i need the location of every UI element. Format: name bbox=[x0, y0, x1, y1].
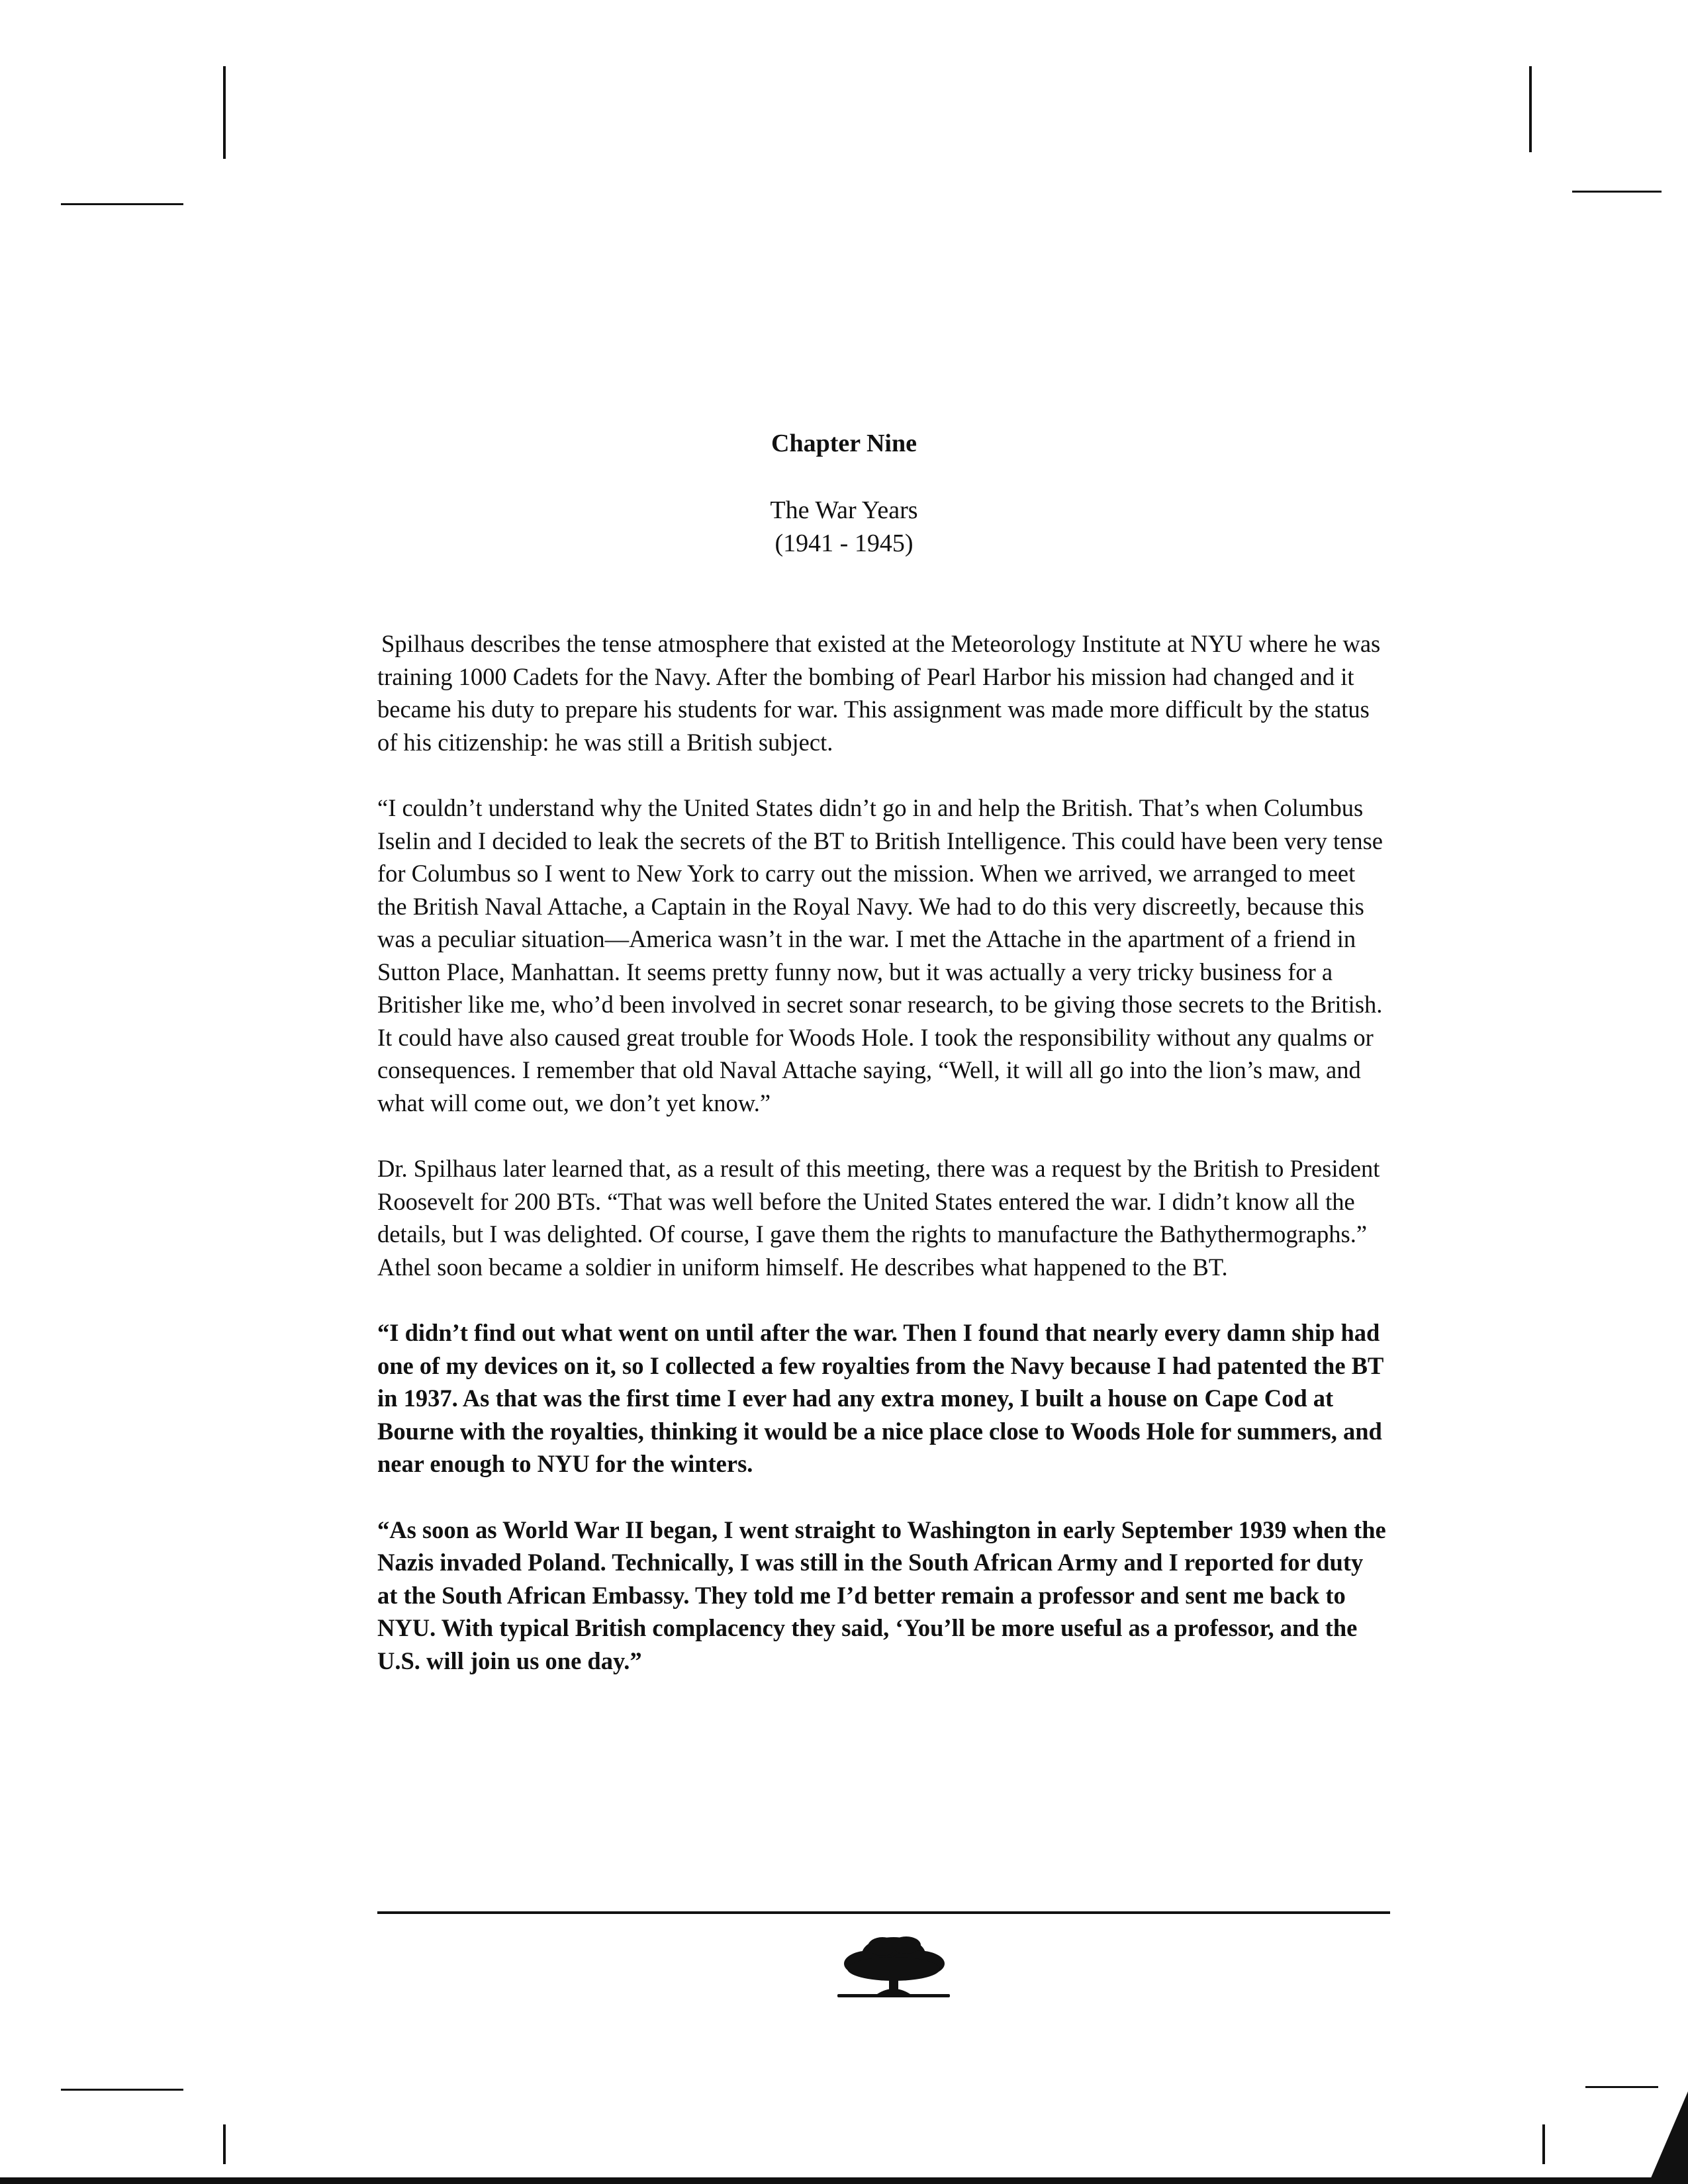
crop-mark-top-right-horizontal bbox=[1572, 191, 1662, 193]
crop-mark-bottom-right-vertical bbox=[1542, 2124, 1545, 2164]
tree-logo-icon bbox=[831, 1923, 957, 2009]
chapter-subtitle: The War Years bbox=[770, 496, 918, 524]
paragraph: “As soon as World War II began, I went straight to Washington in early September 1939 when the Nazis invaded Poland. Technically, I was still in the South African Army and I reported for duty at the South African Embassy. They told me I’d better remain a professor and sent me back to NYU. With typical British complacency they said, ‘You’ll be more useful as a professor, and the U.S. will join us one day.” bbox=[377, 1516, 1386, 1674]
paragraph: “I didn’t find out what went on until after the war. Then I found that nearly every damn ship had one of my devices on it, so I collected a few royalties from the Navy because I had patented the BT in 1937. As that was the first time I ever had any extra money, I built a house on Cape Cod at Bourne with the royalties, thinking it would be a nice place close to Woods Hole for summers, and near enough to NYU for the winters. bbox=[377, 1319, 1383, 1477]
crop-mark-top-left-horizontal bbox=[61, 203, 183, 205]
crop-mark-bottom-left-vertical bbox=[223, 2124, 226, 2164]
paragraph: Spilhaus describes the tense atmosphere that existed at the Meteorology Institute at NYU where he was training 1000 Cadets for the Navy. After the bombing of Pearl Harbor his mission had changed and it became his duty to prepare his students for war. This assignment was made more difficult by the status of his citizenship: he was still a British subject. bbox=[377, 630, 1381, 756]
page-corner-shadow bbox=[1648, 2091, 1688, 2184]
crop-mark-top-right-vertical bbox=[1529, 66, 1532, 152]
paragraph: Dr. Spilhaus later learned that, as a result of this meeting, there was a request by the British to President Roosevelt for 200 BTs. “That was well before the United States entered the war. I didn’t know all the details, but I was delighted. Of course, I gave them the rights to manufacture the Bathythermographs.” Athel soon became a soldier in uniform himself. He describes what happened to the BT. bbox=[377, 1155, 1380, 1281]
body-text bbox=[377, 627, 1387, 1710]
footer-rule bbox=[377, 1911, 1390, 1914]
chapter-years: (1941 - 1945) bbox=[774, 529, 914, 557]
scan-bottom-edge bbox=[0, 2177, 1688, 2184]
crop-mark-bottom-right-horizontal bbox=[1585, 2086, 1658, 2088]
crop-mark-bottom-left-horizontal bbox=[61, 2089, 183, 2091]
crop-mark-top-left-vertical bbox=[223, 66, 226, 159]
paragraph: “I couldn’t understand why the United States didn’t go in and help the British. That’s when Columbus Iselin and I decided to leak the secrets of the BT to British Intelligence. This could have been very tense for Columbus so I went to New York to carry out the mission. When we arrived, we arranged to meet the British Naval Attache, a Captain in the Royal Navy. We had to do this very discreetly, because this was a peculiar situation—America wasn’t in the war. I met the Attache in the apartment of a friend in Sutton Place, Manhattan. It seems pretty funny now, but it was actually a very tricky business for a Britisher like me, who’d been involved in secret sonar research, to be giving those secrets to the British. It could have also caused great trouble for Woods Hole. I took the responsibility without any qualms or consequences. I remember that old Naval Attache saying, “Well, it will all go into the lion’s maw, and what will come out, we don’t yet know.” bbox=[377, 794, 1383, 1116]
chapter-subtitle-block bbox=[0, 494, 1688, 560]
chapter-title: Chapter Nine bbox=[771, 430, 917, 457]
